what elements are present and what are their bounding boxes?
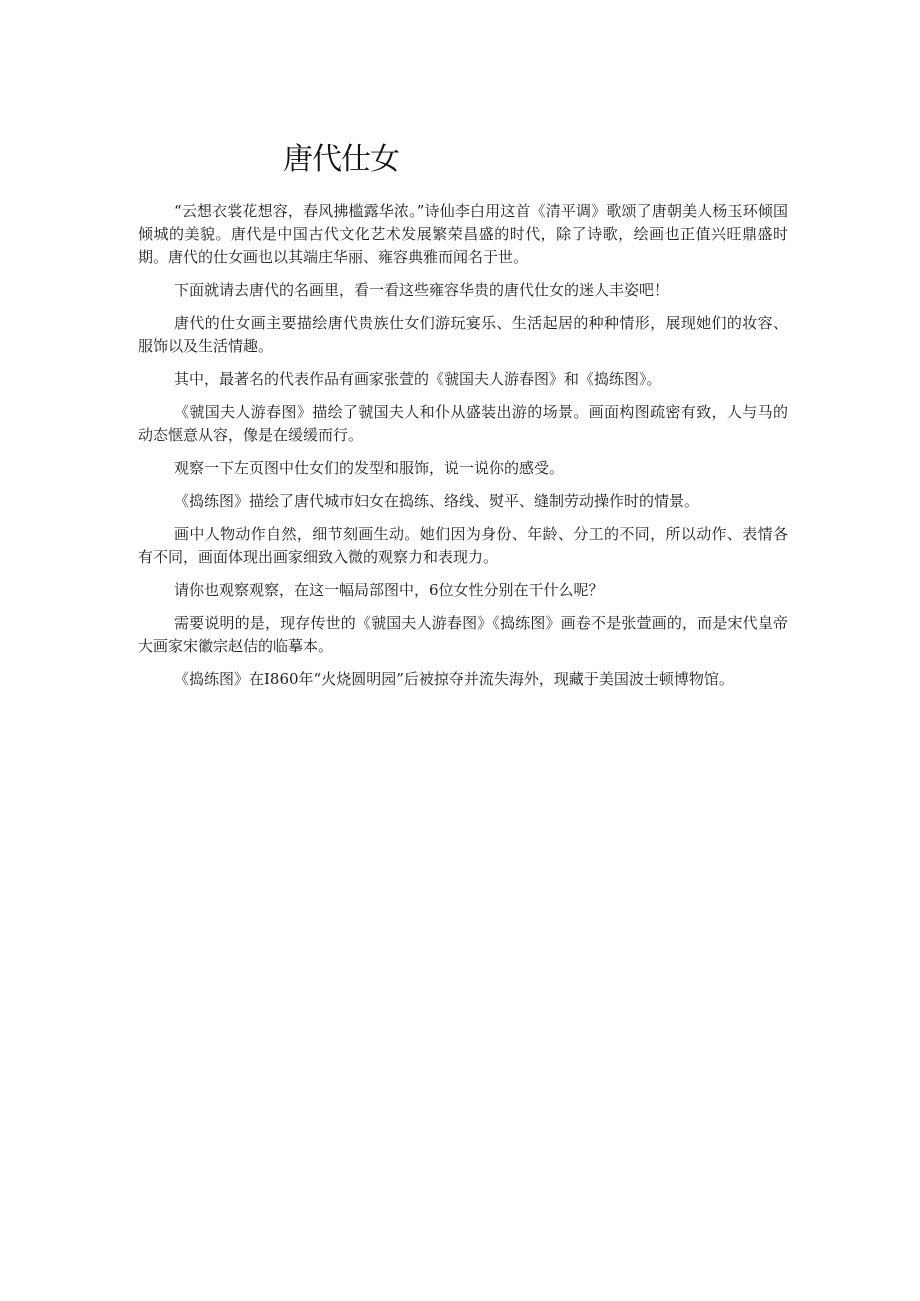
paragraph-5: 《虢国夫人游春图》描绘了虢国夫人和仆从盛装出游的场景。画面构图疏密有致，人与马的动态惬意从容，像是在缓缓而行。 [138, 403, 788, 444]
paragraph-10: 需要说明的是，现存传世的《虢国夫人游春图》《捣练图》画卷不是张萱画的，而是宋代皇帝大画家宋徽宗赵佶的临摹本。 [138, 614, 788, 655]
paragraph-6: 观察一下左页图中仕女们的发型和服饰，说一说你的感受。 [174, 459, 565, 477]
paragraph-11: 《捣练图》在I860年“火烧圆明园”后被掠夺并流失海外，现藏于美国波士顿博物馆。 [174, 670, 734, 688]
paragraph-2: 下面就请去唐代的名画里，看一看这些雍容华贵的唐代仕女的迷人丰姿吧！ [174, 281, 670, 299]
page-title: 唐代仕女 [283, 142, 399, 177]
paragraph-4: 其中，最著名的代表作品有画家张萱的《虢国夫人游春图》和《捣练图》。 [174, 370, 662, 388]
paragraph-3: 唐代的仕女画主要描绘唐代贵族仕女们游玩宴乐、生活起居的种种情形，展现她们的妆容、服饰以及生活情趣。 [138, 314, 788, 355]
paragraph-7: 《捣练图》描绘了唐代城市妇女在捣练、络线、熨平、缝制劳动操作时的情景。 [174, 492, 700, 510]
article-body [138, 200, 788, 701]
paragraph-9: 请你也观察观察，在这一幅局部图中，6位女性分别在干什么呢？ [174, 581, 604, 599]
paragraph-8: 画中人物动作自然，细节刻画生动。她们因为身份、年龄、分工的不同，所以动作、表情各有不同，画面体现出画家细致入微的观察力和表现力。 [138, 525, 788, 566]
paragraph-1: “云想衣裳花想容，春风拂槛露华浓。”诗仙李白用这首《清平调》歌颂了唐朝美人杨玉环倾国倾城的美貌。唐代是中国古代文化艺术发展繁荣昌盛的时代，除了诗歌，绘画也正值兴旺鼎盛时期。唐代的仕女画也以其端庄华丽、雍容典雅而闻名于世。 [138, 202, 788, 266]
